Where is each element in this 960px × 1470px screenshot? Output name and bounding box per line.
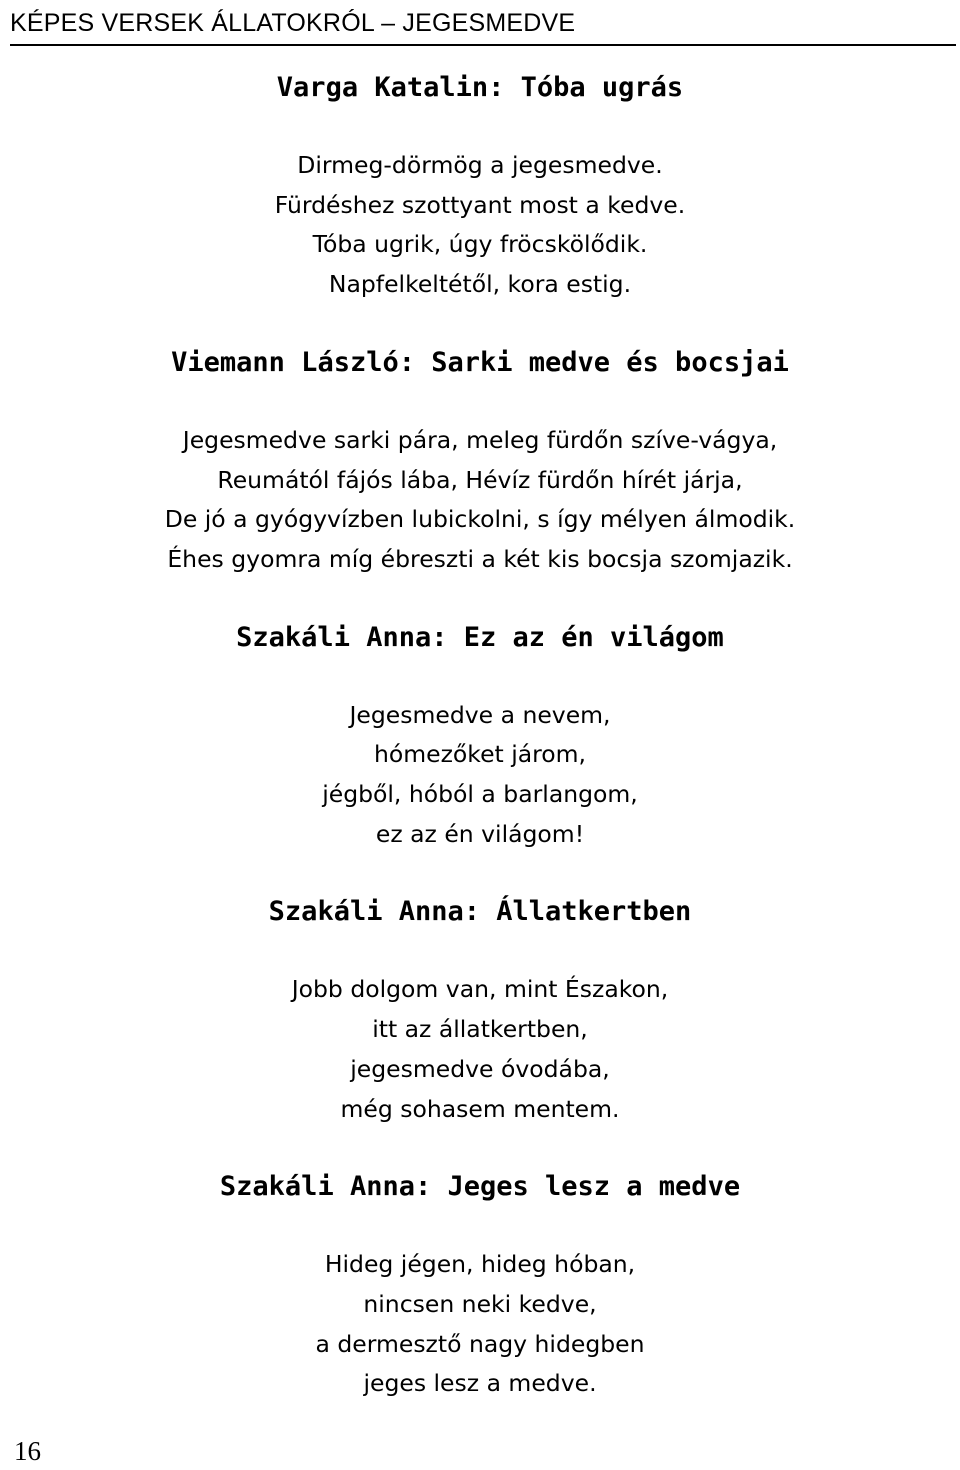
poem-lines: [0, 146, 960, 305]
poem-title: Szakáli Anna: Jeges lesz a medve: [219, 1171, 741, 1203]
poem-line: Jegesmedve a nevem,: [349, 700, 611, 729]
header-title: KÉPES VERSEK ÁLLATOKRÓL – JEGESMEDVE: [10, 9, 576, 37]
poem-line: Jobb dolgom van, mint Északon,: [291, 975, 669, 1004]
poem-line: Dirmeg-dörmög a jegesmedve.: [297, 151, 663, 179]
poem-lines: [0, 421, 960, 580]
poem-line: Jegesmedve sarki pára, meleg fürdőn szíve-vágya,: [182, 425, 778, 454]
poem-line: Éhes gyomra míg ébreszti a két kis bocsja szomjazik.: [167, 544, 793, 573]
poem-line: ez az én világom!: [375, 819, 585, 848]
poem: [0, 618, 960, 855]
poem-title: Varga Katalin: Tóba ugrás: [276, 72, 684, 103]
poem-line: De jó a gyógyvízben lubickolni, s így mélyen álmodik.: [164, 505, 796, 534]
poem-line: jegesmedve óvodába,: [350, 1054, 610, 1083]
page-number: 16: [14, 1436, 41, 1466]
poem-line: Napfelkeltétől, kora estig.: [328, 270, 632, 299]
poem-line: itt az állatkertben,: [372, 1015, 588, 1044]
poem-line: jégből, hóból a barlangom,: [322, 780, 638, 809]
poem: [0, 343, 960, 580]
poem-line: a dermesztő nagy hidegben: [315, 1329, 645, 1358]
poem-line: Hideg jégen, hideg hóban,: [324, 1250, 636, 1279]
poem-title: Szakáli Anna: Ez az én világom: [236, 621, 724, 653]
poem-collection: [0, 68, 960, 1404]
poem-title: Viemann László: Sarki medve és bocsjai: [171, 346, 789, 378]
poem-line: nincsen neki kedve,: [363, 1289, 597, 1318]
poem-line: Reumától fájós lába, Hévíz fürdőn hírét járja,: [217, 465, 743, 494]
poem-lines: [0, 1245, 960, 1404]
poem: [0, 1167, 960, 1404]
poem-title: Szakáli Anna: Állatkertben: [268, 896, 692, 928]
poem: [0, 68, 960, 305]
poem-line: hómezőket járom,: [373, 740, 587, 769]
page-header: [10, 6, 956, 46]
poem-lines: [0, 696, 960, 855]
poem-lines: [0, 970, 960, 1129]
poem-line: Tóba ugrik, úgy fröcskölődik.: [312, 230, 648, 259]
poem: [0, 892, 960, 1129]
poem-line: jeges lesz a medve.: [363, 1369, 597, 1398]
poem-line: még sohasem mentem.: [340, 1094, 620, 1123]
poem-line: Fürdéshez szottyant most a kedve.: [274, 190, 686, 219]
